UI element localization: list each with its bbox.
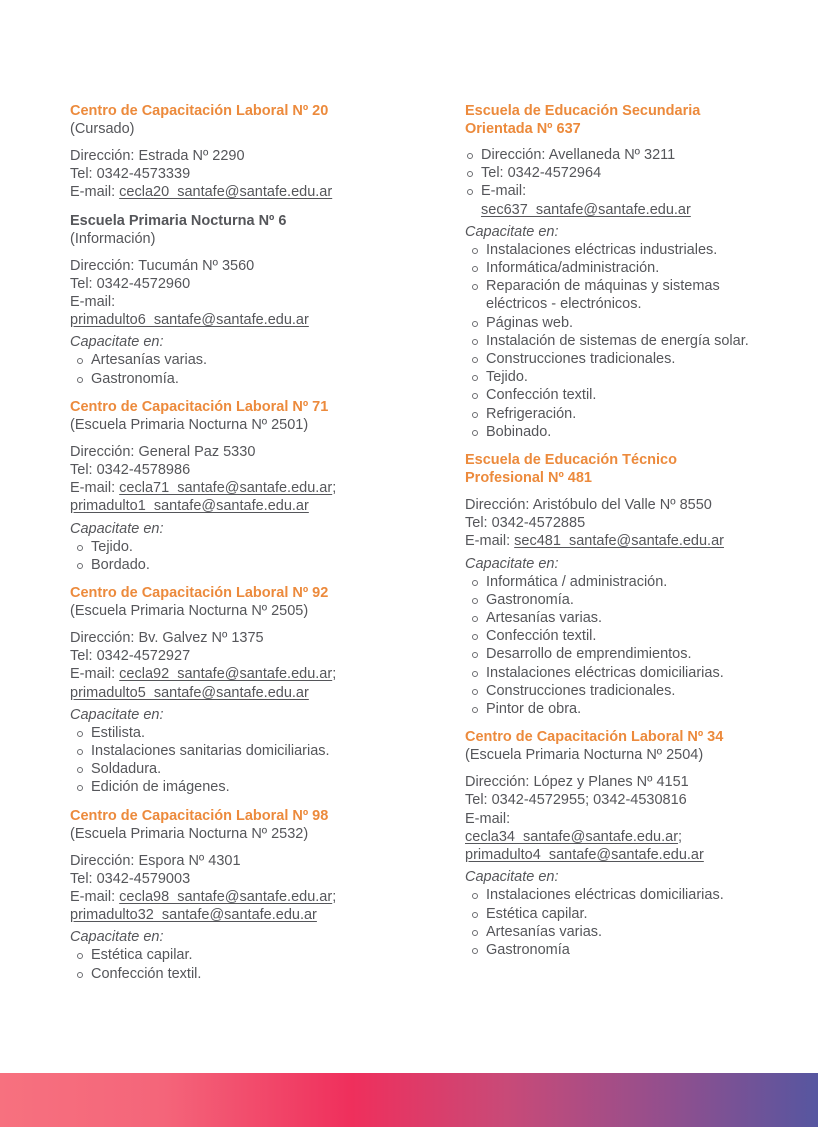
phone: Tel: 0342-4578986	[70, 462, 191, 479]
course-item	[486, 886, 765, 904]
email-label: E-mail:	[70, 294, 116, 311]
bullet-icon	[472, 948, 478, 954]
email-line	[70, 888, 415, 906]
bullet-icon	[472, 412, 478, 418]
courses-heading: Capacitate en:	[70, 520, 164, 537]
course-list	[70, 538, 415, 574]
course-item	[486, 332, 765, 350]
course-item	[91, 370, 415, 388]
bullet-icon	[472, 580, 478, 586]
course-item	[486, 923, 765, 941]
email-link[interactable]: cecla71_santafe@santafe.edu.ar	[119, 480, 333, 497]
course-item	[486, 259, 765, 277]
course-label: Estética capilar.	[486, 905, 588, 922]
institution-entry-ccl-71	[70, 398, 415, 574]
course-list	[70, 724, 415, 797]
course-label: Artesanías varias.	[486, 923, 603, 940]
course-item	[91, 778, 415, 796]
course-label: Estilista.	[91, 724, 145, 741]
phone: Tel: 0342-4572964	[481, 165, 602, 182]
phone: Tel: 0342-4572885	[465, 515, 586, 532]
course-item	[91, 724, 415, 742]
bullet-icon	[472, 375, 478, 381]
course-item	[91, 760, 415, 778]
email-line	[465, 828, 765, 846]
email-line	[70, 497, 415, 515]
title-line: Escuela de Educación Técnico	[465, 452, 677, 469]
phone: Tel: 0342-4572927	[70, 648, 191, 665]
course-list	[465, 886, 765, 959]
courses-heading: Capacitate en:	[465, 555, 559, 572]
course-item	[91, 742, 415, 760]
course-label: Confección textil.	[91, 965, 202, 982]
course-label: Informática / administración.	[486, 573, 668, 590]
institution-entry-ccl-20	[70, 102, 415, 202]
contact-item	[481, 182, 765, 218]
institution-title: Centro de Capacitación Laboral Nº 71	[70, 398, 329, 415]
course-item	[486, 241, 765, 259]
address: Dirección: Aristóbulo del Valle Nº 8550	[465, 497, 712, 514]
footer-gradient-bar	[0, 1073, 818, 1127]
institution-title: Escuela Primaria Nocturna Nº 6	[70, 212, 287, 229]
title-line: Orientada Nº 637	[465, 121, 581, 137]
bullet-icon	[472, 689, 478, 695]
course-label: Confección textil.	[486, 628, 597, 645]
institution-entry-ccl-92	[70, 584, 415, 797]
email-link[interactable]: primadulto1_santafe@santafe.edu.ar	[70, 498, 309, 515]
bullet-icon	[77, 972, 83, 978]
bullet-icon	[472, 634, 478, 640]
course-item	[486, 277, 765, 313]
address: Dirección: General Paz 5330	[70, 443, 256, 460]
institution-subtitle: (Escuela Primaria Nocturna Nº 2504)	[465, 747, 704, 764]
email-line	[70, 183, 415, 201]
course-label: Estética capilar.	[91, 947, 193, 964]
email-link[interactable]: primadulto32_santafe@santafe.edu.ar	[70, 907, 317, 924]
bullet-icon	[77, 563, 83, 569]
bullet-icon	[472, 893, 478, 899]
course-item	[91, 351, 415, 369]
email-link[interactable]: sec481_santafe@santafe.edu.ar	[514, 533, 724, 550]
email-line	[70, 906, 415, 924]
course-label: Gastronomía	[486, 941, 570, 958]
institution-title	[465, 102, 765, 138]
course-label: Artesanías varias.	[486, 610, 603, 627]
course-label: Páginas web.	[486, 314, 574, 331]
course-item	[91, 556, 415, 574]
bullet-icon	[472, 430, 478, 436]
email-label: E-mail:	[70, 480, 120, 497]
course-label: Instalaciones eléctricas domiciliarias.	[486, 887, 724, 904]
email-link[interactable]: cecla34_santafe@santafe.edu.ar	[465, 828, 679, 845]
address: Dirección: Estrada Nº 2290	[70, 148, 245, 164]
title-line: Escuela de Educación Secundaria	[465, 103, 701, 119]
email-link[interactable]: cecla92_santafe@santafe.edu.ar	[119, 666, 333, 683]
institution-entry-ccl-34	[465, 728, 765, 959]
email-link[interactable]: sec637_santafe@santafe.edu.ar	[481, 201, 691, 218]
institution-title: Centro de Capacitación Laboral Nº 20	[70, 103, 329, 119]
course-item	[486, 423, 765, 441]
bullet-icon	[467, 153, 473, 159]
course-item	[486, 405, 765, 423]
course-list	[465, 241, 765, 441]
phone: Tel: 0342-4579003	[70, 870, 191, 887]
institution-entry-eetp-481	[465, 451, 765, 718]
address: Dirección: López y Planes Nº 4151	[465, 774, 689, 791]
course-list	[465, 573, 765, 719]
contact-item	[481, 164, 765, 182]
address: Dirección: Espora Nº 4301	[70, 852, 241, 869]
bullet-icon	[472, 284, 478, 290]
course-item	[486, 682, 765, 700]
course-label: Instalación de sistemas de energía solar.	[486, 332, 749, 349]
course-item	[91, 965, 415, 983]
email-label: E-mail:	[465, 533, 515, 550]
left-column	[70, 102, 415, 993]
email-line	[70, 311, 415, 329]
course-label: Gastronomía.	[486, 591, 574, 608]
course-list	[70, 946, 415, 982]
contact-list	[465, 146, 765, 219]
course-label: Artesanías varias.	[91, 352, 208, 369]
institution-entry-epn-6	[70, 212, 415, 388]
address: Dirección: Bv. Galvez Nº 1375	[70, 630, 264, 647]
institution-subtitle: (Escuela Primaria Nocturna Nº 2505)	[70, 603, 309, 620]
bullet-icon	[472, 357, 478, 363]
bullet-icon	[472, 930, 478, 936]
course-item	[486, 609, 765, 627]
course-label: Informática/administración.	[486, 260, 660, 277]
course-label: Tejido.	[91, 538, 133, 555]
course-list	[70, 351, 415, 387]
bullet-icon	[77, 749, 83, 755]
course-label: Bobinado.	[486, 423, 552, 440]
institution-subtitle: (Información)	[70, 230, 156, 247]
bullet-icon	[472, 707, 478, 713]
courses-heading: Capacitate en:	[465, 869, 559, 886]
email-label: E-mail:	[70, 889, 120, 906]
course-item	[486, 368, 765, 386]
institution-title: Centro de Capacitación Laboral Nº 92	[70, 585, 329, 602]
phone: Tel: 0342-4572960	[70, 275, 191, 292]
email-label: E-mail:	[465, 810, 511, 827]
courses-heading: Capacitate en:	[70, 706, 164, 723]
bullet-icon	[472, 266, 478, 272]
email-link[interactable]: primadulto5_santafe@santafe.edu.ar	[70, 684, 309, 701]
course-item	[486, 386, 765, 404]
course-label: Tejido.	[486, 369, 528, 386]
bullet-icon	[467, 189, 473, 195]
email-label: E-mail:	[70, 666, 120, 683]
email-line	[70, 665, 415, 683]
email-line	[465, 846, 765, 864]
bullet-icon	[472, 671, 478, 677]
bullet-icon	[77, 785, 83, 791]
course-item	[91, 946, 415, 964]
institution-title	[465, 451, 765, 487]
bullet-icon	[472, 598, 478, 604]
phone: Tel: 0342-4573339	[70, 166, 191, 183]
email-label: E-mail:	[70, 184, 120, 201]
bullet-icon	[467, 171, 473, 177]
course-item	[486, 573, 765, 591]
course-item	[486, 591, 765, 609]
email-link[interactable]: cecla20_santafe@santafe.edu.ar	[119, 184, 333, 201]
bullet-icon	[77, 358, 83, 364]
institution-subtitle: (Escuela Primaria Nocturna Nº 2532)	[70, 825, 309, 842]
email-link[interactable]: primadulto4_santafe@santafe.edu.ar	[465, 847, 704, 864]
course-item	[486, 905, 765, 923]
course-item	[486, 645, 765, 663]
institution-title: Centro de Capacitación Laboral Nº 34	[465, 729, 724, 746]
course-label: Pintor de obra.	[486, 701, 582, 718]
email-line	[70, 684, 415, 702]
bullet-icon	[77, 545, 83, 551]
course-label: Bordado.	[91, 556, 150, 573]
course-label: Refrigeración.	[486, 405, 577, 422]
bullet-icon	[472, 339, 478, 345]
email-line	[465, 532, 765, 550]
email-separator: ;	[332, 480, 337, 497]
title-line: Profesional Nº 481	[465, 470, 592, 487]
bullet-icon	[472, 912, 478, 918]
right-column	[465, 102, 765, 969]
course-item	[486, 627, 765, 645]
course-item	[486, 941, 765, 959]
email-link[interactable]: primadulto6_santafe@santafe.edu.ar	[70, 312, 309, 329]
courses-heading: Capacitate en:	[70, 929, 164, 946]
email-separator: ;	[332, 666, 337, 683]
bullet-icon	[472, 248, 478, 254]
institution-entry-eeso-637	[465, 102, 765, 441]
course-label: Instalaciones eléctricas domiciliarias.	[486, 664, 724, 681]
bullet-icon	[472, 321, 478, 327]
course-item	[486, 314, 765, 332]
course-label: Construcciones tradicionales.	[486, 351, 676, 368]
email-separator: ;	[332, 889, 337, 906]
course-label: Reparación de máquinas y sistemas eléctricos - electrónicos.	[486, 278, 720, 313]
bullet-icon	[77, 731, 83, 737]
bullet-icon	[77, 953, 83, 959]
email-label: E-mail:	[481, 183, 527, 200]
bullet-icon	[77, 767, 83, 773]
course-label: Desarrollo de emprendimientos.	[486, 646, 692, 663]
course-label: Instalaciones eléctricas industriales.	[486, 241, 718, 258]
address: Dirección: Avellaneda Nº 3211	[481, 147, 676, 163]
courses-heading: Capacitate en:	[465, 223, 559, 240]
course-item	[486, 664, 765, 682]
bullet-icon	[77, 377, 83, 383]
address: Dirección: Tucumán Nº 3560	[70, 257, 255, 274]
phone: Tel: 0342-4572955; 0342-4530816	[465, 792, 687, 809]
course-item	[486, 700, 765, 718]
bullet-icon	[472, 616, 478, 622]
courses-heading: Capacitate en:	[70, 334, 164, 351]
institution-entry-ccl-98	[70, 807, 415, 983]
course-item	[486, 350, 765, 368]
course-label: Soldadura.	[91, 761, 162, 778]
institution-title: Centro de Capacitación Laboral Nº 98	[70, 807, 329, 824]
course-label: Confección textil.	[486, 387, 597, 404]
bullet-icon	[472, 393, 478, 399]
institution-subtitle: (Cursado)	[70, 121, 135, 137]
institution-subtitle: (Escuela Primaria Nocturna Nº 2501)	[70, 416, 309, 433]
contact-item	[481, 146, 765, 164]
course-label: Edición de imágenes.	[91, 779, 230, 796]
email-link[interactable]: cecla98_santafe@santafe.edu.ar	[119, 889, 333, 906]
course-item	[91, 538, 415, 556]
course-label: Construcciones tradicionales.	[486, 682, 676, 699]
email-separator: ;	[678, 828, 683, 845]
course-label: Gastronomía.	[91, 370, 179, 387]
bullet-icon	[472, 652, 478, 658]
course-label: Instalaciones sanitarias domiciliarias.	[91, 743, 330, 760]
email-line	[70, 479, 415, 497]
